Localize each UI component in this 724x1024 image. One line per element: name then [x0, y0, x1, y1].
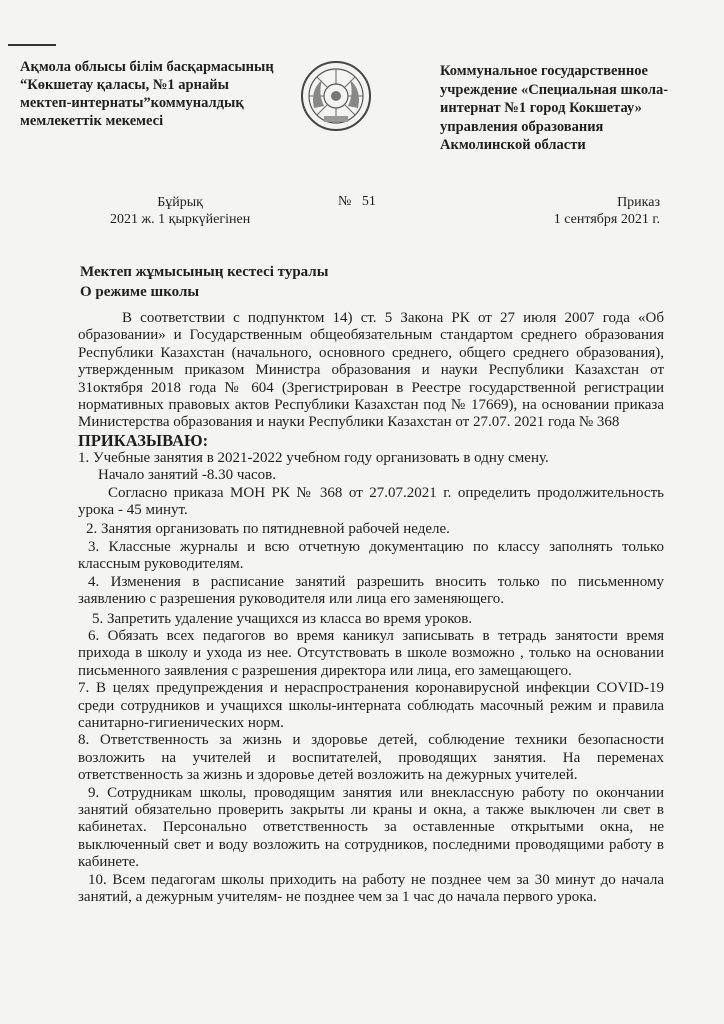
order-ru-label: Приказ	[617, 195, 660, 210]
header-kz-line: мектеп-интернаты”коммуналдық	[20, 95, 244, 111]
header-kazakh	[20, 58, 282, 130]
order-ru-date: 1 сентября 2021 г.	[553, 212, 660, 227]
order-item-1: 1. Учебные занятия в 2021-2022 учебном году организовать в одну смену.	[78, 449, 549, 466]
lesson-length-paragraph: Согласно приказа МОН РК № 368 от 27.07.2021 г. определить продолжительность урока - 45 минут.	[78, 484, 664, 519]
header-kz-line: мемлекеттік мекемесі	[20, 113, 164, 129]
order-item-7: 7. В целях предупреждения и нераспространения коронавирусной инфекции COVID-19 среди сотрудников и учащихся школы-интерната соблюдать масочный режим и правила санитарно-гигиенических норм.	[78, 680, 664, 731]
order-kazakh	[110, 194, 250, 228]
header-kz-line: “Көкшетау қаласы, №1 арнайы	[20, 77, 229, 93]
header-ru-line: Акмолинской области	[440, 137, 586, 153]
header-ru-line: интернат №1 город Кокшетау»	[440, 100, 642, 116]
title-russian: О режиме школы	[80, 284, 200, 300]
order-item-8: 8. Ответственность за жизнь и здоровье детей, соблюдение техники безопасности возложить на учителей и воспитателей, проводящих занятия. На переменах ответственность за жизнь и здоровье детей возложить на дежурных учителей.	[78, 732, 664, 784]
order-item-9: 9. Сотрудникам школы, проводящим занятия или внеклассную работу по окончании занятий обязательно проверить закрыты ли краны и окна, а также выключен ли свет в кабинетах. Персонально ответственность за оставленные открытыми окна, не выключенный свет и воду возложить на сотрудников, последними проводящими работу в кабинете.	[78, 784, 664, 871]
header-ru-line: Коммунальное государственное	[440, 63, 648, 79]
order-item-2: 2. Занятия организовать по пятидневной рабочей неделе.	[86, 521, 450, 538]
document-title	[80, 262, 328, 302]
header-ru-line: учреждение «Специальная школа-	[440, 81, 669, 98]
start-time-line: Начало занятий -8.30 часов.	[98, 467, 277, 484]
header-russian	[440, 62, 715, 155]
order-kz-date: 2021 ж. 1 қыркүйегінен	[110, 212, 251, 227]
order-russian	[510, 194, 660, 228]
order-kz-label: Бұйрық	[157, 195, 203, 210]
header-kz-line: Ақмола облысы білім басқармасының	[20, 59, 274, 75]
order-item-5: 5. Запретить удаление учащихся из класса во время уроков.	[92, 610, 473, 627]
intro-paragraph: В соответствии с подпунктом 14) ст. 5 Закона РК от 27 июля 2007 года «Об образовании» и Государственным общеобязательным стандартом среднего образования Республики Казахстан (начального, основного среднего, общего среднего образования), утвержденным приказом Министра образования и науки Республики Казахстан от 31октября 2018 года № 604 (Зрегистрирован в Реестре государственной регистрации нормативных правовых актов Республики Казахстан под № 17669), на основании приказа Министерства образования и науки Республики Казахстан от 27.07. 2021 года № 368	[78, 310, 664, 431]
order-item-10: 10. Всем педагогам школы приходить на работу не позднее чем за 30 минут до начала занятий, а дежурным учителям- не позднее чем за 1 час до начала первого урока.	[78, 871, 664, 905]
state-emblem-icon	[300, 60, 372, 132]
order-item-4: 4. Изменения в расписание занятий разрешить вносить только по письменному заявлению с разрешения руководителя или лица его заменяющего.	[78, 573, 664, 608]
top-rule	[8, 44, 56, 46]
title-kazakh: Мектеп жұмысының кестесі туралы	[80, 264, 329, 280]
order-item-3: 3. Классные журналы и всю отчетную документацию по классу заполнять только классным руководителям.	[78, 538, 664, 573]
order-number: № 51	[338, 194, 376, 209]
header-ru-line: управления образования	[440, 118, 604, 135]
prikazyvayu-heading: ПРИКАЗЫВАЮ:	[78, 430, 209, 450]
document-body	[78, 310, 664, 906]
order-item-6: 6. Обязать всех педагогов во время каникул записывать в тетрадь занятости время прихода в школу и ухода из нее. Отсутствовать в школе возможно , только на основании письменного заявления с разрешения директора или лица, его замещающего.	[78, 627, 664, 679]
